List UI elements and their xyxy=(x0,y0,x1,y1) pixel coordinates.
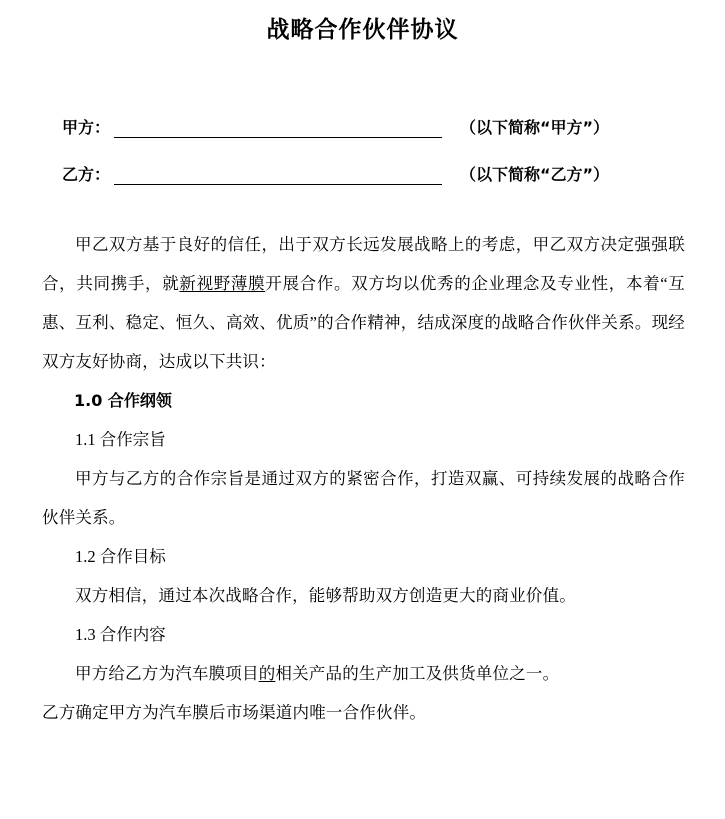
section-1-3-text-part-1: 甲方给乙方为汽车膜项目 xyxy=(75,664,259,683)
preamble-text-part-2: 开展合作。双方均以优秀的企业理念及专业性，本着“互惠、互利、稳定、恒久、高效、优质”的合作精神，结成深度的战略合作伙伴关系。现经双方友好协商，达成以下共识： xyxy=(42,274,685,371)
parties-block xyxy=(0,93,725,187)
preamble-underlined-term: 新视野薄膜 xyxy=(179,274,266,293)
section-body-1-3-second: 乙方确定甲方为汽车膜后市场渠道内唯一合作伙伴。 xyxy=(42,703,427,722)
party-b-label: 乙方： xyxy=(62,165,111,184)
party-a-note: （以下简称“甲方”） xyxy=(460,118,610,137)
section-heading-1-0: 1.0 合作纲领 xyxy=(74,391,172,410)
preamble-text-part-1: 甲乙双方基于良好的信任，出于双方长远发展战略上的考虑，甲乙双方决定强强联合，共同携手，就 xyxy=(42,235,685,293)
party-b-blank-field[interactable] xyxy=(114,164,442,185)
section-heading-1-1: 1.1 合作宗旨 xyxy=(75,430,166,449)
document-title: 战略合作伙伴协议 xyxy=(266,17,459,43)
preamble-paragraph xyxy=(42,225,685,381)
party-a-blank-field[interactable] xyxy=(114,117,442,138)
party-b-note: （以下简称“乙方”） xyxy=(460,165,610,184)
section-1-3-text-part-2: 相关产品的生产加工及供货单位之一。 xyxy=(275,664,560,683)
section-body-1-2: 双方相信，通过本次战略合作，能够帮助双方创造更大的商业价值。 xyxy=(75,586,576,605)
party-a-label: 甲方： xyxy=(62,118,111,137)
document-body xyxy=(0,225,725,732)
section-heading-1-2: 1.2 合作目标 xyxy=(75,547,166,566)
section-body-1-1: 甲方与乙方的合作宗旨是通过双方的紧密合作，打造双赢、可持续发展的战略合作伙伴关系。 xyxy=(42,469,685,527)
section-body-1-3-first xyxy=(42,654,685,693)
party-row-first xyxy=(62,93,685,140)
party-row-second xyxy=(62,140,685,187)
section-1-3-underlined-term: 的 xyxy=(258,664,276,683)
section-heading-1-3: 1.3 合作内容 xyxy=(75,625,166,644)
